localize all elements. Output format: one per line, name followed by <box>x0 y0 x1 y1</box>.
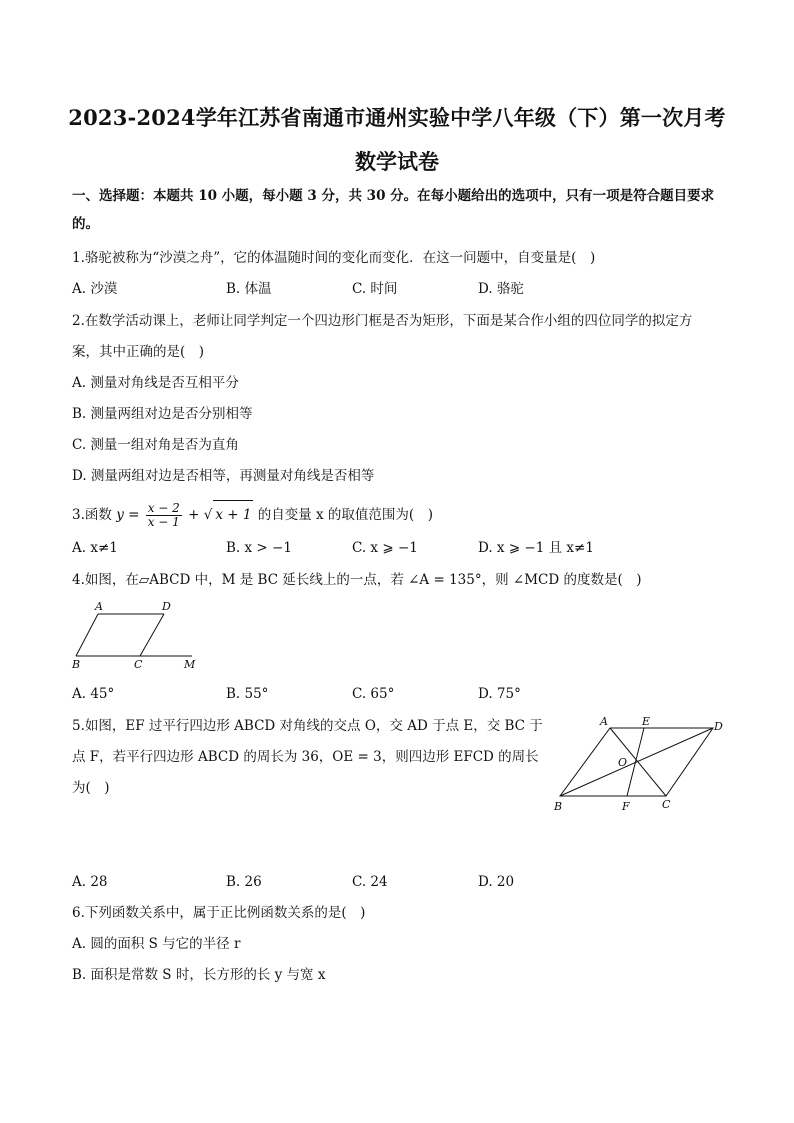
q3-fraction-numerator: x − 2 <box>147 501 180 515</box>
question-2-stem: 2.在数学活动课上，老师让同学判定一个四边形门框是否为矩形，下面是某合作小组的四位同学的拟定方 <box>72 313 693 329</box>
q2-option-d: D. 测量两组对边是否相等，再测量对角线是否相等 <box>72 468 375 484</box>
q5-label-c: C <box>662 798 671 811</box>
q5-label-a: A <box>600 715 608 728</box>
q6-option-b: B. 面积是常数 S 时，长方形的长 y 与宽 x <box>72 967 326 983</box>
q2-option-b: B. 测量两组对边是否分别相等 <box>72 406 253 422</box>
q3-suffix: 的自变量 x 的取值范围为( ) <box>257 507 433 523</box>
q4-label-m: M <box>184 658 196 671</box>
q2-option-c: C. 测量一组对角是否为直角 <box>72 437 239 453</box>
q3-fraction-denominator: x − 1 <box>147 515 180 529</box>
q4-label-a: A <box>95 600 103 613</box>
q4-label-b: B <box>72 658 81 671</box>
q3-plus: + <box>188 507 200 523</box>
q4-option-b: B. 55° <box>226 686 269 702</box>
q5-segment-ef <box>627 728 644 796</box>
q3-option-d: D. x ⩾ −1 且 x≠1 <box>478 540 594 556</box>
question-2-stem-cont: 案，其中正确的是( ) <box>72 344 205 360</box>
q5-label-f: F <box>622 800 630 813</box>
q5-label-e: E <box>642 715 651 728</box>
q1-option-b: B. 体温 <box>226 281 272 297</box>
q4-option-c: C. 65° <box>352 686 395 702</box>
q3-sqrt-sign: √ <box>203 507 213 523</box>
q6-option-a: A. 圆的面积 S 与它的半径 r <box>72 936 241 952</box>
section-heading: 一、选择题：本题共 10 小题，每小题 3 分，共 30 分。在每小题给出的选项中，只有一项是符合题目要求 <box>72 188 715 204</box>
q4-label-c: C <box>134 658 143 671</box>
q5-label-b: B <box>554 800 563 813</box>
q5-option-a: A. 28 <box>72 874 108 890</box>
q3-option-a: A. x≠1 <box>72 540 118 556</box>
question-5-stem-cont: 点 F，若平行四边形 ABCD 的周长为 36，OE = 3，则四边形 EFCD 的周长 <box>72 749 539 765</box>
q5-option-c: C. 24 <box>352 874 388 890</box>
q2-option-a: A. 测量对角线是否互相平分 <box>72 375 239 391</box>
q3-prefix: 3.函数 <box>72 507 112 523</box>
q3-fraction <box>146 502 182 529</box>
exam-title: 2023-2024学年江苏省南通市通州实验中学八年级（下）第一次月考 <box>68 105 726 130</box>
question-1-stem: 1.骆驼被称为“沙漠之舟”，它的体温随时间的变化而变化．在这一问题中，自变量是( ) <box>72 250 596 266</box>
q4-edge-ab <box>76 614 98 656</box>
question-6-stem: 6.下列函数关系中，属于正比例函数关系的是( ) <box>72 905 366 921</box>
q4-parallelogram-figure <box>68 598 208 674</box>
q5-option-d: D. 20 <box>478 874 515 890</box>
q3-function-y: y = <box>116 507 140 523</box>
question-4-stem: 4.如图，在▱ABCD 中，M 是 BC 延长线上的一点，若 ∠A = 135°，则 ∠MCD 的度数是( ) <box>72 572 642 588</box>
q5-label-d: D <box>714 720 723 733</box>
question-5-stem-end: 为( ) <box>72 780 110 796</box>
exam-subtitle: 数学试卷 <box>355 149 439 174</box>
question-5-stem: 5.如图，EF 过平行四边形 ABCD 对角线的交点 O，交 AD 于点 E，交 BC 于 <box>72 718 543 734</box>
q3-sqrt-radicand: x + 1 <box>213 500 253 529</box>
q4-label-d: D <box>162 600 171 613</box>
q3-option-b: B. x > −1 <box>226 540 292 556</box>
q1-option-a: A. 沙漠 <box>72 281 118 297</box>
question-3-stem <box>72 500 433 529</box>
q5-label-o: O <box>618 756 628 769</box>
q5-parallelogram-figure <box>548 712 732 816</box>
q4-edge-dc <box>140 614 164 656</box>
q1-option-d: D. 骆驼 <box>478 281 524 297</box>
q3-option-c: C. x ⩾ −1 <box>352 540 418 556</box>
q1-option-c: C. 时间 <box>352 281 398 297</box>
q4-option-a: A. 45° <box>72 686 115 702</box>
q4-option-d: D. 75° <box>478 686 521 702</box>
q5-option-b: B. 26 <box>226 874 262 890</box>
section-heading-cont: 的。 <box>72 216 99 232</box>
